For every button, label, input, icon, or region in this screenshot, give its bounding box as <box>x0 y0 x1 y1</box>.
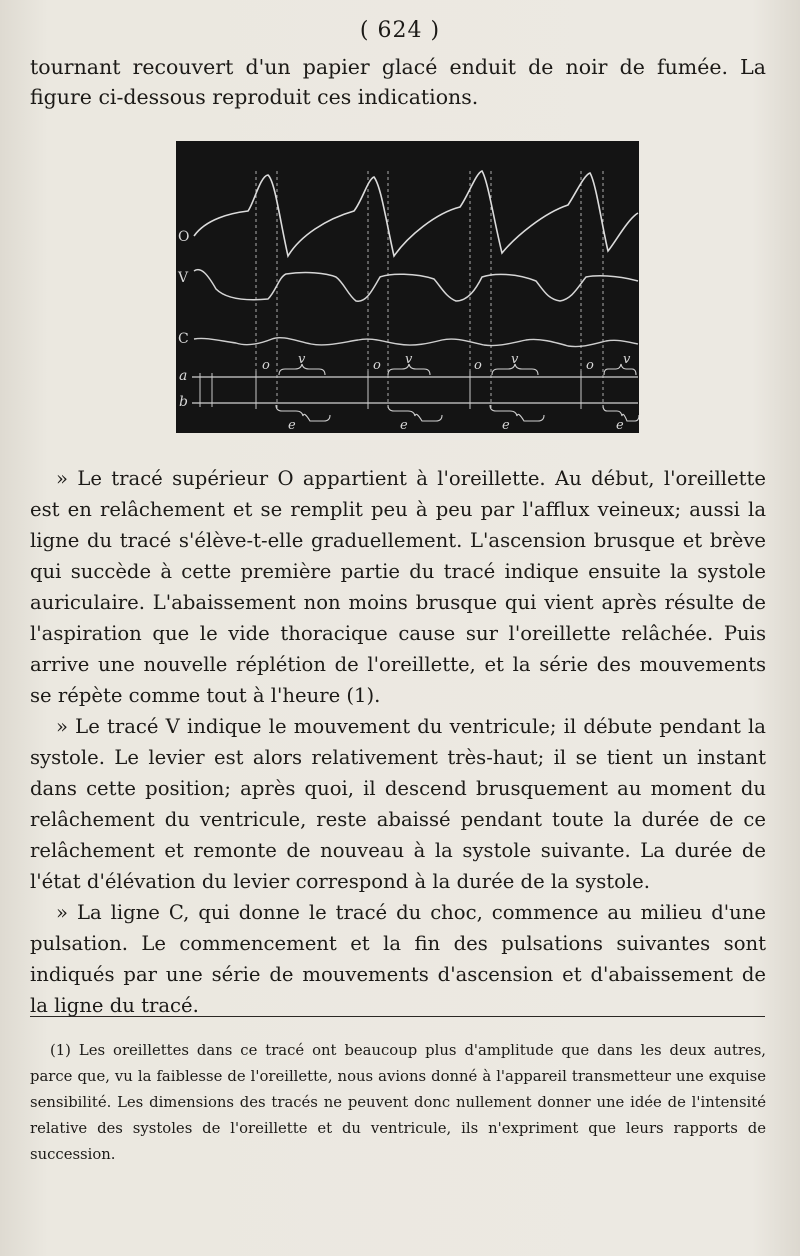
e-braces <box>276 405 639 421</box>
v-mark: v <box>405 352 413 367</box>
paragraph-trace-O: » Le tracé supérieur O appartient à l'oreillette. Au début, l'oreillette est en relâchement et se remplit peu à peu par l'afflux veineux; aussi la ligne du tracé s'élève-t-elle graduellement. L'ascension brusque et brève qui succède à cette première partie du tracé indique ensuite la systole auriculaire. L'abaissement non moins brusque qui vient après résulte de l'aspiration que le vide thoracique cause sur l'oreillette relâchée. Puis arrive une nouvelle réplétion de l'oreillette, et la série des mouvements se répète comme tout à l'heure (1). <box>30 467 766 707</box>
page-number: ( 624 ) <box>359 18 441 43</box>
label-a: a <box>179 368 188 384</box>
trace-V <box>194 270 638 302</box>
e-mark: e <box>288 418 296 433</box>
v-braces <box>279 364 636 375</box>
paragraph-trace-V: » Le tracé V indique le mouvement du ventricule; il débute pendant la systole. Le levier est alors relativement très-haut; il se tient un instant dans cette position; après quoi, il descend brusquement au moment du relâchement du ventricule, reste abaissé pendant toute la durée de ce relâchement et remonte de nouveau à la systole suivante. La durée de l'état d'élévation du levier correspond à la durée de la systole. <box>30 715 766 893</box>
trace-O <box>194 171 638 256</box>
label-b: b <box>179 394 188 410</box>
trace-C <box>194 338 638 347</box>
v-mark: v <box>511 352 519 367</box>
tracing-svg <box>176 141 639 433</box>
cardiac-tracing-figure <box>176 141 639 433</box>
label-V: V <box>178 270 189 286</box>
trace-labels <box>177 229 189 410</box>
e-marks <box>288 418 624 433</box>
v-mark: v <box>298 352 306 367</box>
paragraph-trace-C: » La ligne C, qui donne le tracé du choc, commence au milieu d'une pulsation. Le commencement et la fin des pulsations suivantes sont indiqués par une série de mouvements d'ascension et d'abaissement de la ligne du tracé. <box>30 901 766 1017</box>
e-mark: e <box>616 418 624 433</box>
label-O: O <box>178 229 190 245</box>
main-text <box>30 463 766 1021</box>
intro-text <box>30 52 766 112</box>
v-mark: v <box>623 352 631 367</box>
o-mark: o <box>262 358 270 373</box>
o-mark: o <box>373 358 381 373</box>
footnote-1: (1) Les oreillettes dans ce tracé ont beaucoup plus d'amplitude que dans les deux autres, parce que, vu la faiblesse de l'oreillette, nous avions donné à l'appareil transmetteur une exquise sensibilité. Les dimensions des tracés ne peuvent donc nullement donner une idée de l'intensité relative des systoles de l'oreillette et du ventricule, ils n'expriment que leurs rapports de succession. <box>30 1042 766 1163</box>
e-mark: e <box>400 418 408 433</box>
e-mark: e <box>502 418 510 433</box>
footnotes <box>30 1038 766 1168</box>
intro-paragraph: tournant recouvert d'un papier glacé enduit de noir de fumée. La figure ci-dessous reproduit ces indications. <box>30 55 766 109</box>
footnote-rule <box>30 1016 765 1017</box>
o-mark: o <box>474 358 482 373</box>
o-mark: o <box>586 358 594 373</box>
label-C: C <box>178 331 189 347</box>
